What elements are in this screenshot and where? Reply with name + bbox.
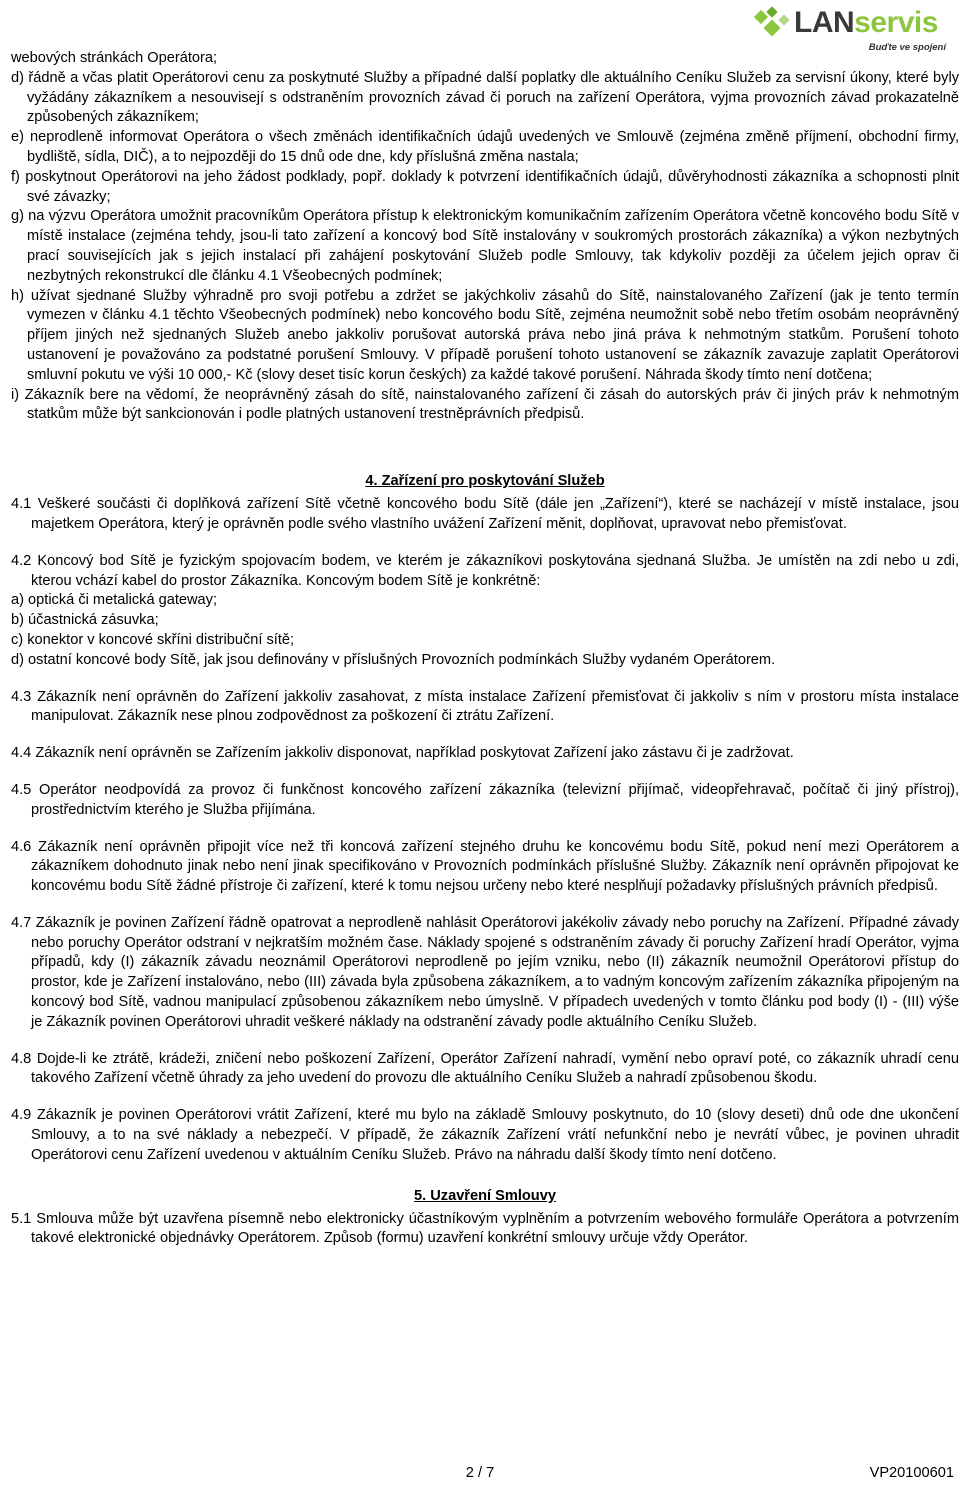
logo-mark-icon (754, 6, 792, 40)
obligation-item-e: e) neprodleně informovat Operátora o všech změnách identifikačních údajů uvedených ve Smlouvě (zejména změně příjmení, obchodní firmy, bydliště, sídla, DIČ), a to nejpozději do 15 dnů ode dne, kdy příslušná změna nastala; (11, 129, 959, 165)
logo-wordmark: LANservis (794, 6, 938, 39)
obligation-item-d: d) řádně a včas platit Operátorovi cenu za poskytnuté Služby a případné další poplatky dle aktuálního Ceníku Služeb za servisní úkony, které byly vyžádány zákazníkem a nesouvisejí s odstraněním provozních závad či poruch na zařízení Operátora, vyjma provozních závad prokazatelně způsobených zákazníkem; (11, 69, 959, 126)
page-number: 2 / 7 (465, 1465, 495, 1481)
obligation-item-i: i) Zákazník bere na vědomí, že neoprávněný zásah do sítě, nainstalovaného zařízení či zásah do autorských práv či jiných práv k nehmotným statkům může být sankcionován i podle platných ustanovení trestněprávních předpisů. (11, 386, 959, 423)
clause-5-1: 5.1 Smlouva může být uzavřena písemně nebo elektronicky účastníkovým vyplněním a potvrzením webového formuláře Operátora a potvrzením takové elektronické objednávky Operátorem. Způsob (formu) uzavření konkrétní smlouvy určuje vždy Operátor. (11, 1210, 959, 1247)
document-body (11, 49, 959, 1249)
clause-4-7: 4.7 Zákazník je povinen Zařízení řádně opatrovat a neprodleně nahlásit Operátorovi jakékoliv závady nebo poruchy na Zařízení. Případné závady nebo poruchy Operátor odstraní v nejkratším možném čase. Náklady spojené s odstraněním závady či poruchy Zařízení hradí Operátor, vyjma případů, kdy (I) zákazník závadu neoznámil Operátorovi neprodleně po jejím vzniku, nebo (II) zákazník neumožnil Operátorovi přístup do prostor, kde je Zařízení instalováno, nebo (III) závada byla způsobena zákazníkem, a to vadným koncovým zařízením zákazníka připojeným na koncový bod Sítě, vadnou manipulací způsobenou zákazníkem nebo úmyslně. V případech uvedených v tomto článku pod body (I) - (III) výše je Zákazník povinen Operátorovi uhradit veškeré náklady na odstranění závady podle aktuálního Ceníku Služeb. (11, 914, 959, 1030)
clause-4-6: 4.6 Zákazník není oprávněn připojit více než tři koncová zařízení stejného druhu ke koncovému bodu Sítě, pokud není mezi Operátorem a zákazníkem dohodnuto jinak nebo není jinak specifikováno v Provozních podmínkách příslušné Služby. Zákazník není oprávněn připojovat ke koncovému bodu Sítě žádné přístroje či zařízení, které k tomu nejsou určeny nebo které nesplňují požadavky příslušných právních předpisů. (11, 838, 959, 895)
obligation-item-g: g) na výzvu Operátora umožnit pracovníkům Operátora přístup k elektronickým komunikačním zařízením Operátora včetně koncového bodu Sítě v místě instalace (zejména tehdy, jsou-li tato zařízení a koncový bod Sítě instalovány v soukromých prostorách zákazníka) a výkon nezbytných prací souvisejících jak s jejich instalací při zahájení poskytování Služeb podle Smlouvy, tak kdykoliv později za účelem jejich oprav či nezbytných rekonstrukcí dle článku 4.1 Všeobecných podmínek; (11, 208, 959, 284)
obligation-item-f: f) poskytnout Operátorovi na jeho žádost podklady, popř. doklady k potvrzení identifikačních údajů, důvěryhodnosti zákazníka a schopnosti plnit své závazky; (11, 168, 959, 205)
clause-4-8: 4.8 Dojde-li ke ztrátě, krádeži, zničení nebo poškození Zařízení, Operátor Zařízení nahradí, vymění nebo opraví poté, co zákazník uhradí cenu takového Zařízení včetně úhrady za jeho uvedení do provozu dle aktuálního Ceníku Služeb a nahradí způsobenou škodu. (11, 1050, 959, 1087)
clause-4-4: 4.4 Zákazník není oprávněn se Zařízením jakkoliv disponovat, například poskytovat Zařízení jako zástavu či je zadržovat. (11, 745, 794, 762)
clause-4-5: 4.5 Operátor neodpovídá za provoz či funkčnost koncového zařízení zákazníka (televizní přijímač, videopřehravač, počítač či jiný přístroj), prostřednictvím kterého je Služba přijímána. (11, 781, 959, 818)
obligation-item-h: h) užívat sjednané Služby výhradně pro svoji potřebu a zdržet se jakýchkoliv zásahů do Sítě, nainstalovaného Zařízení (jak je tento termín vymezen v článku 4.1 těchto Všeobecných podmínek) nebo koncového bodu Sítě, zejména neumožnit sobě nebo třetím osobám neoprávněný příjem jiných než sjednaných Služeb anebo jakkoliv porušovat autorská práva nebo jiná práva k nehmotným statkům. Porušení tohoto ustanovení je považováno za podstatné porušení Smlouvy. V případě porušení tohoto ustanovení se zákazník zavazuje zaplatit Operátorovi smluvní pokutu ve výši 10 000,- Kč (slovy deset tisíc korun českých) za každé takové porušení. Náhrada škody tímto není dotčena; (11, 287, 959, 383)
document-code: VP20100601 (869, 1465, 954, 1481)
paragraph-continued: webových stránkách Operátora; (11, 50, 218, 66)
section-heading-5: 5. Uzavření Smlouvy (414, 1187, 556, 1204)
section-heading-4: 4. Zařízení pro poskytování Služeb (365, 473, 605, 490)
clause-4-2-d: d) ostatní koncové body Sítě, jak jsou definovány v příslušných Provozních podmínkách Služby vydaném Operátorem. (11, 651, 776, 668)
clause-4-2-b: b) účastnická zásuvka; (11, 612, 159, 629)
company-logo (754, 4, 954, 54)
clause-4-3: 4.3 Zákazník není oprávněn do Zařízení jakkoliv zasahovat, z místa instalace Zařízení přemisťovat či jakkoliv s ním v prostoru místa instalace manipulovat. Zákazník nese plnou zodpovědnost za poškození či ztrátu Zařízení. (11, 688, 959, 725)
clause-4-2-c: c) konektor v koncové skříni distribuční sítě; (11, 631, 295, 648)
clause-4-2-a: a) optická či metalická gateway; (11, 592, 218, 609)
logo-tagline: Buďte ve spojení (868, 42, 946, 53)
clause-4-9: 4.9 Zákazník je povinen Operátorovi vrátit Zařízení, které mu bylo na základě Smlouvy poskytnuto, do 10 (slovy deseti) dnů ode dne ukončení Smlouvy, a to na své náklady a nebezpečí. V případě, že zákazník Zařízení vrátí nefunkční nebo je nevrátí vůbec, je povinen uhradit Operátorovi cenu Zařízení uvedenou v aktuálním Ceníku Služeb. Právo na náhradu další škody tímto není dotčeno. (11, 1107, 959, 1163)
clause-4-1: 4.1 Veškeré součásti či doplňková zařízení Sítě včetně koncového bodu Sítě (dále jen „Zařízení“), které se nacházejí v místě instalace, jsou majetkem Operátora, který je oprávněn podle svého vlastního uvážení Zařízení měnit, doplňovat, upravovat nebo přemisťovat. (11, 496, 959, 532)
clause-4-2: 4.2 Koncový bod Sítě je fyzickým spojovacím bodem, ve kterém je zákazníkovi poskytována sjednaná Služba. Je umístěn na zdi nebo u zdi, kterou vchází kabel do prostor Zákazníka. Koncovým bodem Sítě je konkrétně: (11, 552, 959, 589)
